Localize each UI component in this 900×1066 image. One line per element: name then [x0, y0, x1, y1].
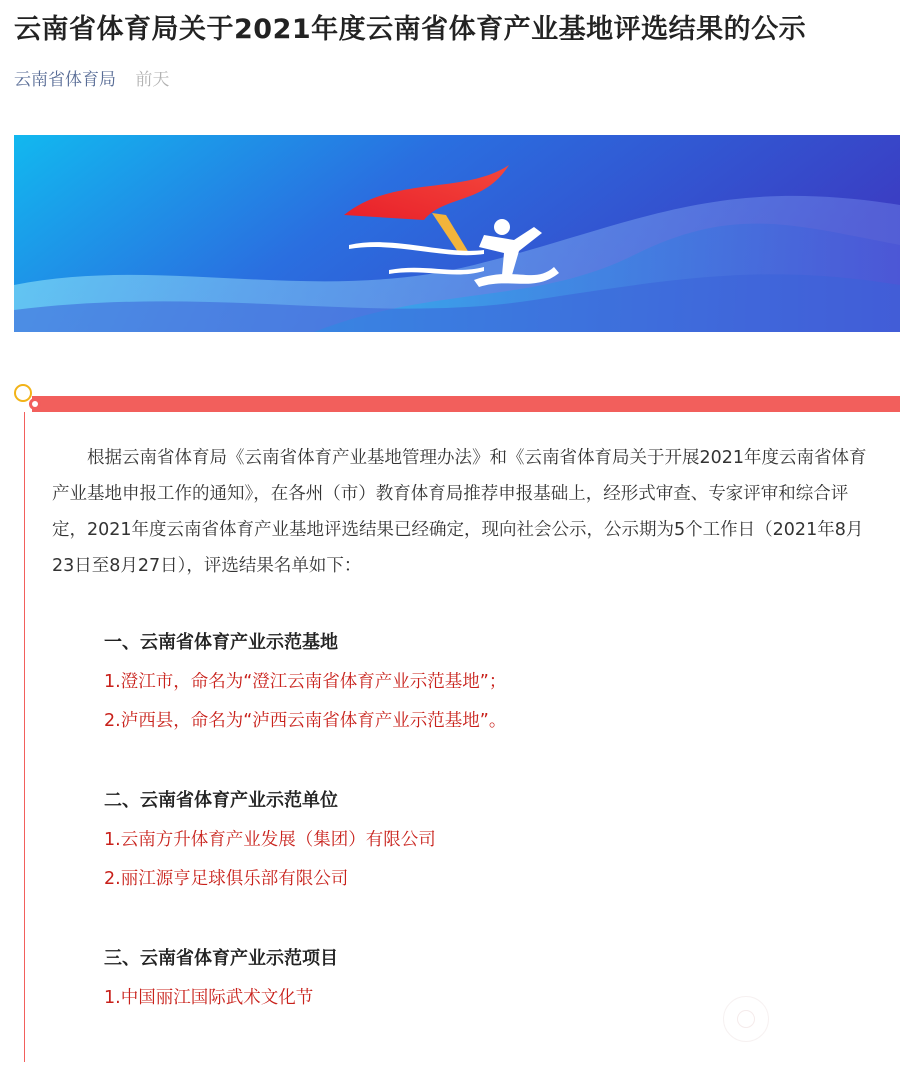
banner-image: [14, 135, 900, 332]
article-body: [52, 440, 867, 1017]
list-item: 1.云南方升体育产业发展（集团）有限公司: [104, 830, 436, 850]
list-item: 2.丽江源亨足球俱乐部有限公司: [104, 869, 349, 889]
section-title: 二、云南省体育产业示范单位: [104, 790, 338, 811]
article-meta: [14, 68, 169, 92]
section-demo-units: [52, 783, 867, 900]
section-demo-bases: [52, 625, 867, 742]
list-item: 1.中国丽江国际武术文化节: [104, 988, 314, 1008]
dot-icon: [29, 398, 41, 410]
card-left-border: [24, 412, 25, 1062]
section-title: 三、云南省体育产业示范项目: [104, 948, 338, 969]
publish-time: 前天: [135, 70, 170, 90]
section-title: 一、云南省体育产业示范基地: [104, 632, 338, 653]
source-link[interactable]: 云南省体育局: [14, 70, 116, 90]
article-title: 云南省体育局关于2021年度云南省体育产业基地评选结果的公示: [14, 14, 807, 45]
card-header-decoration: [14, 384, 900, 414]
intro-paragraph: 根据云南省体育局《云南省体育产业基地管理办法》和《云南省体育局关于开展2021年度云南省体育产业基地申报工作的通知》，在各州（市）教育体育局推荐申报基础上，经形式审查、专家评审和综合评定，2021年度云南省体育产业基地评选结果已经确定，现向社会公示，公示期为5个工作日（2021年8月23日至8月27日），评选结果名单如下：: [52, 448, 867, 576]
list-item: 2.泸西县，命名为“泸西云南省体育产业示范基地”。: [104, 711, 507, 731]
list-item: 1.澄江市，命名为“澄江云南省体育产业示范基地”；: [104, 672, 507, 692]
watermark-icon: [723, 996, 769, 1042]
